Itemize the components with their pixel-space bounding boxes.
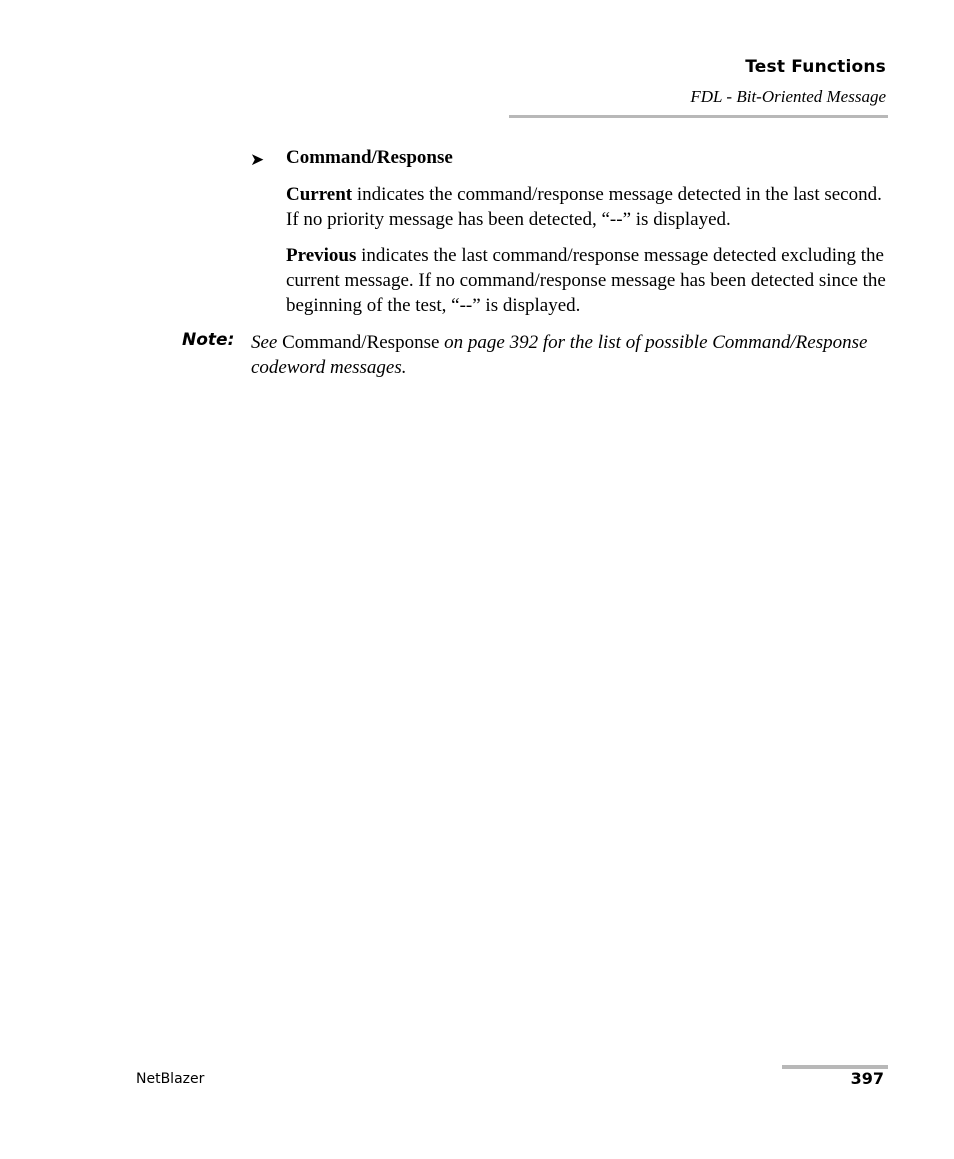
header-rule: [509, 115, 888, 118]
footer-product-name: NetBlazer: [136, 1071, 205, 1087]
term-previous: Previous: [286, 245, 357, 266]
paragraph-current: [286, 182, 886, 232]
header-title: Test Functions: [745, 57, 886, 77]
section-heading: Command/Response: [286, 147, 453, 168]
note-label: Note:: [182, 330, 235, 350]
note-text: [251, 330, 871, 380]
note-prefix: See: [251, 332, 283, 353]
header-subtitle: FDL - Bit-Oriented Message: [690, 87, 886, 106]
paragraph-current-text: indicates the command/response message detected in the last second. If no priority message has been detected, “--” is displayed.: [286, 184, 882, 230]
note-suffix: on page 392 for the list of possible Command/Response codeword messages.: [251, 332, 868, 378]
paragraph-previous: [286, 243, 886, 318]
arrowhead-bullet-icon: ➤: [250, 150, 265, 169]
page-number: 397: [850, 1069, 884, 1088]
note-reference: Command/Response: [282, 332, 440, 353]
paragraph-previous-text: indicates the last command/response message detected excluding the current message. If no command/response message has been detected since the beginning of the test, “--” is displayed.: [286, 245, 886, 316]
term-current: Current: [286, 184, 353, 205]
